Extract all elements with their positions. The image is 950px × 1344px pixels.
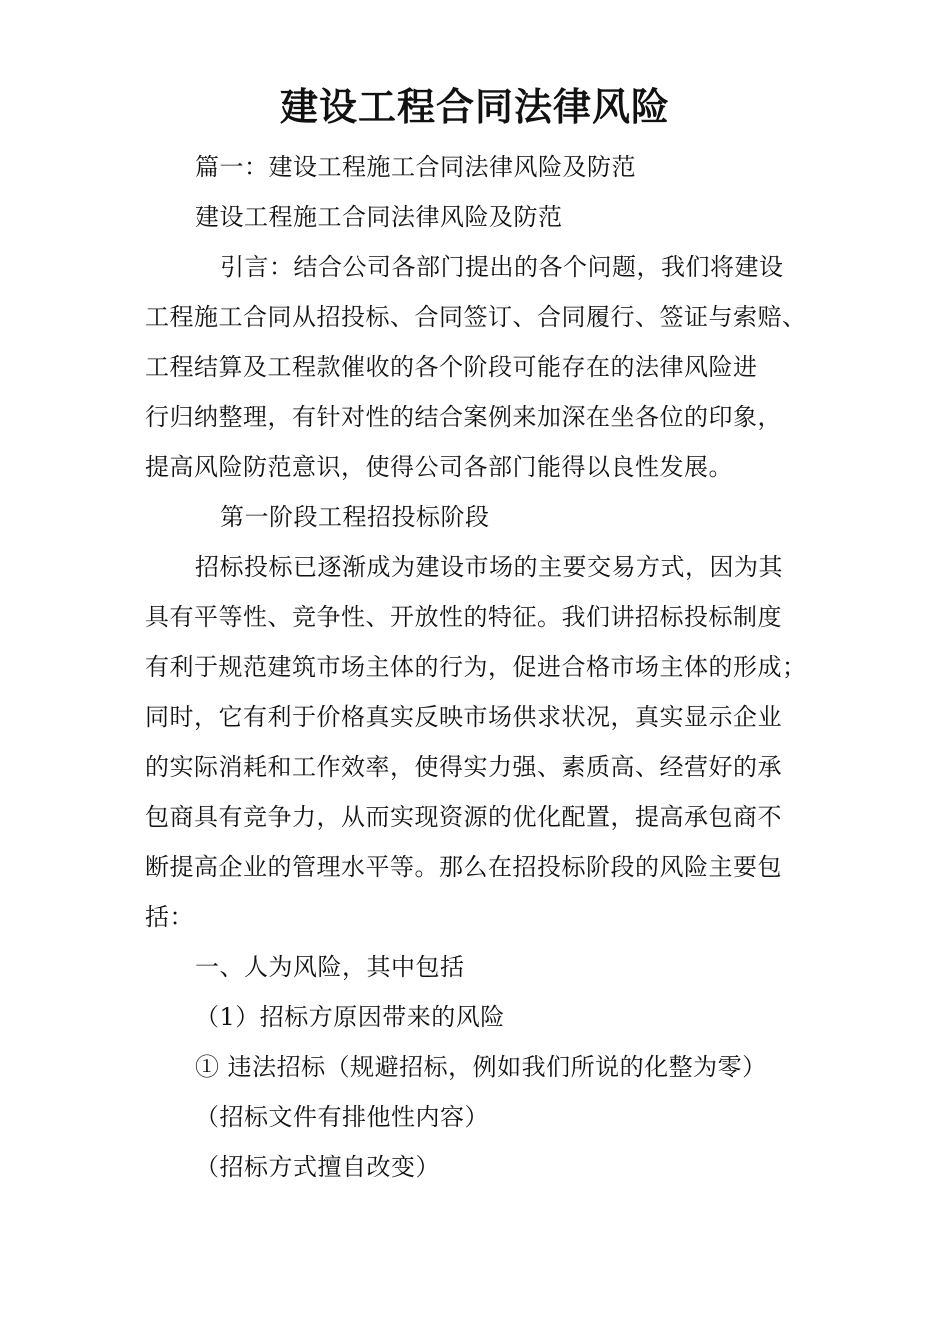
paragraph-line: 提高风险防范意识，使得公司各部门能得以良性发展。 (145, 453, 733, 481)
paragraph-line: 具有平等性、竞争性、开放性的特征。我们讲招标投标制度 (145, 603, 782, 631)
document-title: 建设工程合同法律风险 (279, 84, 670, 129)
paragraph-line: 招标投标已逐渐成为建设市场的主要交易方式，因为其 (195, 553, 783, 581)
subtitle-line-1: 篇一：建设工程施工合同法律风险及防范 (195, 153, 636, 181)
list-item: （招标方式擅自改变） (195, 1153, 440, 1181)
section-heading: 第一阶段工程招投标阶段 (220, 503, 490, 531)
paragraph-line: 行归纳整理，有针对性的结合案例来加深在坐各位的印象， (145, 403, 782, 431)
paragraph-line: 括： (145, 903, 194, 931)
list-item: （1）招标方原因带来的风险 (195, 1003, 505, 1031)
paragraph-line: 有利于规范建筑市场主体的行为，促进合格市场主体的形成； (145, 653, 807, 681)
paragraph-line: 工程结算及工程款催收的各个阶段可能存在的法律风险进 (145, 353, 758, 381)
subtitle-line-2: 建设工程施工合同法律风险及防范 (195, 203, 563, 231)
list-item: ① 违法招标（规避招标，例如我们所说的化整为零） (195, 1053, 767, 1081)
list-heading: 一、人为风险，其中包括 (195, 953, 465, 981)
paragraph-line: 断提高企业的管理水平等。那么在招投标阶段的风险主要包 (145, 853, 782, 881)
paragraph-line: 同时，它有利于价格真实反映市场供求状况，真实显示企业 (145, 703, 782, 731)
paragraph-line: 引言：结合公司各部门提出的各个问题，我们将建设 (220, 253, 784, 281)
paragraph-line: 的实际消耗和工作效率，使得实力强、素质高、经营好的承 (145, 753, 782, 781)
paragraph-line: 工程施工合同从招投标、合同签订、合同履行、签证与索赔、 (145, 303, 807, 331)
list-item: （招标文件有排他性内容） (195, 1103, 489, 1131)
paragraph-line: 包商具有竞争力，从而实现资源的优化配置，提高承包商不 (145, 803, 782, 831)
